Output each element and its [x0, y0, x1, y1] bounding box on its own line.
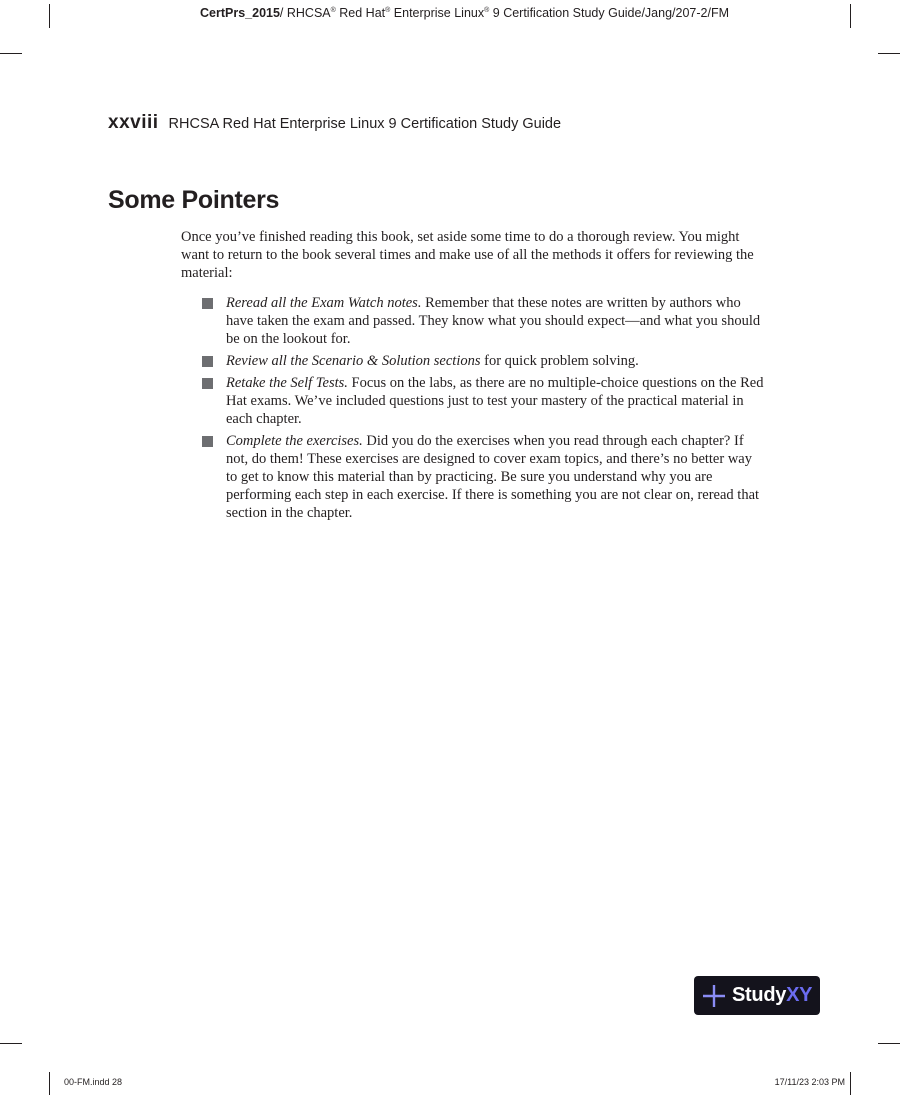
item-lead: Retake the Self Tests.	[226, 375, 348, 391]
page-number: xxviii	[108, 112, 159, 133]
book-title: RHCSA Red Hat Enterprise Linux 9 Certification Study Guide	[168, 116, 562, 132]
item-lead: Reread all the Exam Watch notes.	[226, 295, 422, 311]
square-bullet-icon	[202, 356, 213, 367]
crop-mark	[0, 53, 22, 54]
logo-wordmark	[732, 984, 812, 1007]
running-head	[108, 112, 561, 134]
slug-timestamp: 17/11/23 2:03 PM	[774, 1077, 845, 1087]
registered-mark: ®	[484, 7, 490, 14]
pointer-list	[181, 294, 766, 522]
body-text	[181, 228, 766, 526]
item-lead: Review all the Scenario & Solution sections	[226, 353, 481, 369]
list-item	[181, 374, 766, 428]
section-title: Some Pointers	[108, 186, 280, 214]
slug-text: / RHCSA	[279, 6, 331, 20]
crop-mark	[49, 1072, 50, 1095]
slug-file: 00-FM.indd 28	[64, 1077, 123, 1087]
crop-mark	[49, 4, 50, 28]
square-bullet-icon	[202, 436, 213, 447]
plus-icon	[701, 983, 727, 1009]
item-text: for quick problem solving.	[480, 353, 639, 369]
slug-text: Enterprise Linux	[390, 6, 485, 20]
logo-text-xy: XY	[786, 984, 813, 1006]
item-text: Did you do the exercises when you read through each chapter? If not, do them! These exercises are designed to cover exam topics, and there’s no better way to get to know this material than by practicing. Be sure you understand why you are performing each step in each exercise. If there is something you are not clear on, reread that section in the chapter.	[226, 433, 760, 521]
item-lead: Complete the exercises.	[226, 433, 363, 449]
list-item	[181, 294, 766, 348]
slug-text: 9 Certification Study Guide/Jang/207-2/FM	[489, 6, 730, 20]
slug-line-top	[200, 2, 890, 22]
slug-code: CertPrs_2015	[200, 6, 280, 20]
square-bullet-icon	[202, 298, 213, 309]
item-text: Focus on the labs, as there are no multiple-choice questions on the Red Hat exams. We’ve included questions just to test your mastery of the practical material in each chapter.	[226, 375, 764, 427]
slug-text: Red Hat	[335, 6, 386, 20]
crop-mark	[878, 1043, 900, 1044]
list-item	[181, 352, 766, 370]
logo-text-study: Study	[732, 984, 787, 1006]
crop-mark	[0, 1043, 22, 1044]
registered-mark: ®	[330, 7, 336, 14]
crop-mark	[878, 53, 900, 54]
registered-mark: ®	[385, 7, 391, 14]
intro-paragraph: Once you’ve finished reading this book, set aside some time to do a thorough review. You might want to return to the book several times and make use of all the methods it offers for reviewing the material:	[181, 229, 754, 281]
item-text: Remember that these notes are written by authors who have taken the exam and passed. They know what you should expect—and what you should be on the lookout for.	[226, 295, 761, 347]
list-item	[181, 432, 766, 522]
studyxy-logo	[694, 976, 820, 1015]
crop-mark	[850, 1072, 851, 1095]
square-bullet-icon	[202, 378, 213, 389]
